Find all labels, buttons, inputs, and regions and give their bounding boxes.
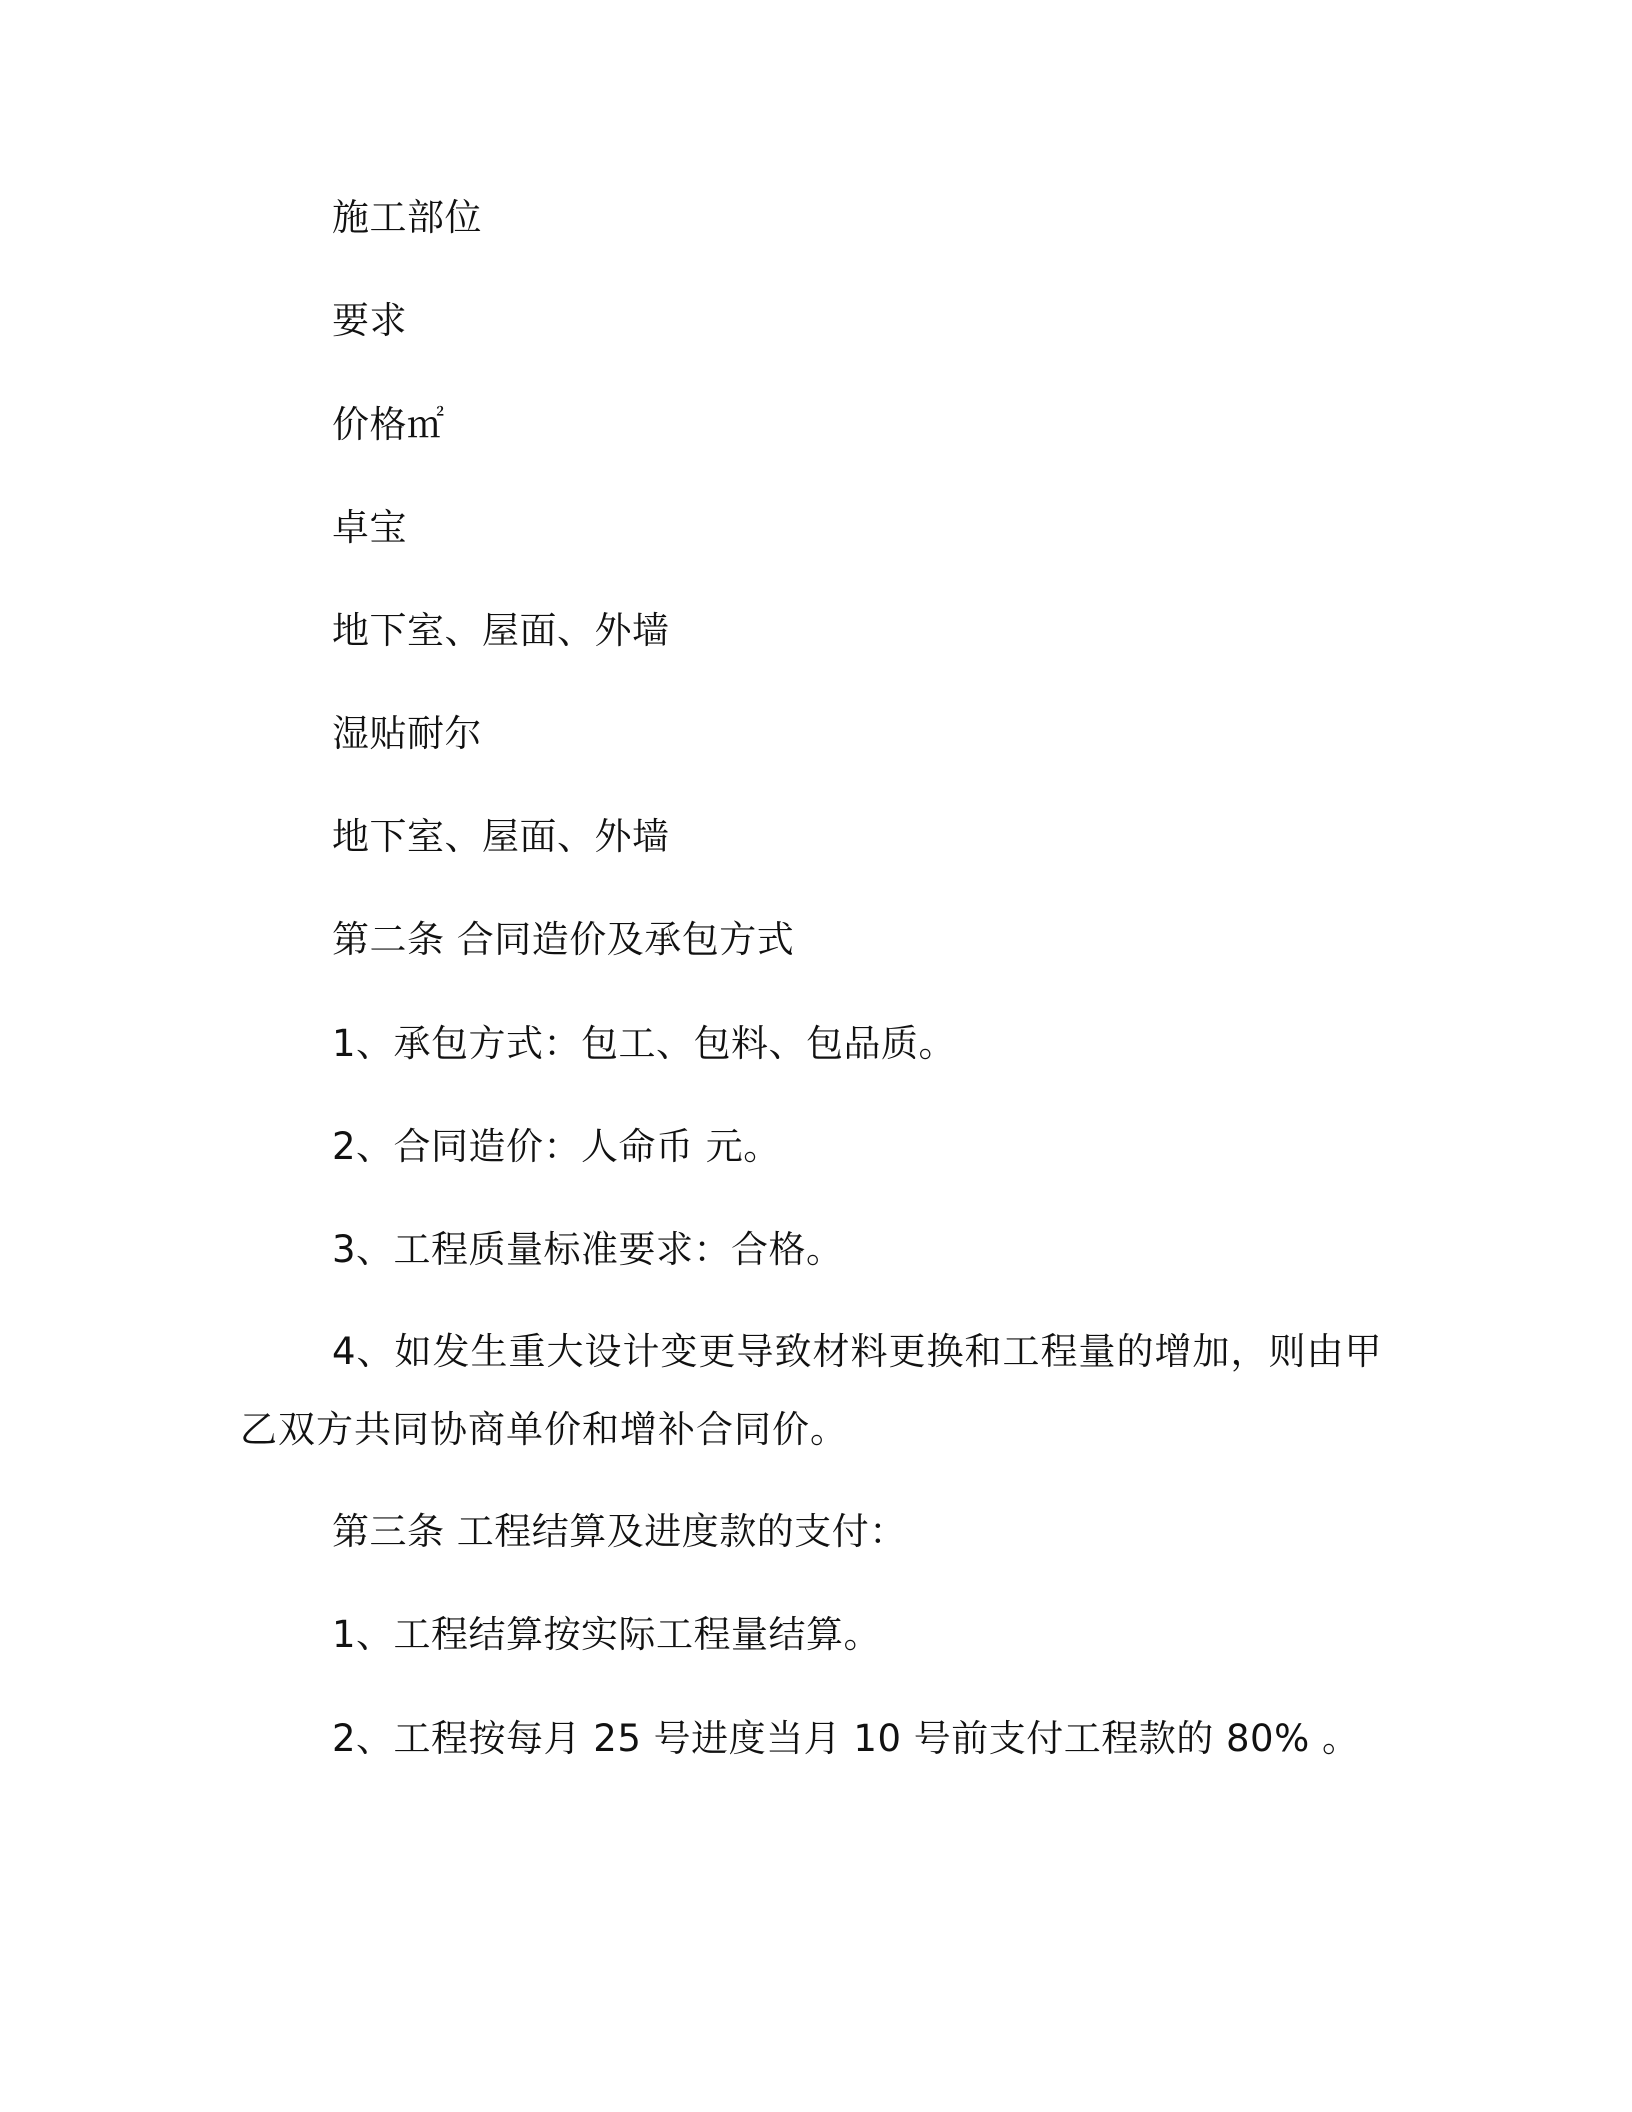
text-requirement: 要求	[332, 299, 407, 342]
text-material-wet-applied: 湿贴耐尔	[332, 712, 482, 755]
text-location-2: 地下室、屋面、外墙	[332, 815, 670, 858]
text-price-per-square-meter: 价格㎡	[332, 403, 445, 446]
text-location-1: 地下室、屋面、外墙	[332, 609, 670, 652]
article-2-title: 第二条 合同造价及承包方式	[332, 918, 795, 961]
text-construction-location: 施工部位	[332, 196, 482, 239]
article-2-item-1: 1、承包方式：包工、包料、包品质。	[332, 1022, 957, 1065]
article-3-item-1: 1、工程结算按实际工程量结算。	[332, 1613, 882, 1656]
article-3-title: 第三条 工程结算及进度款的支付：	[332, 1510, 907, 1553]
article-2-item-3: 3、工程质量标准要求：合格。	[332, 1228, 844, 1271]
text-material-zhuobao: 卓宝	[332, 506, 407, 549]
article-3-item-2: 2、工程按每月 25 号进度当月 10 号前支付工程款的 80% 。	[332, 1717, 1360, 1760]
article-2-item-2: 2、合同造价：人命币 元。	[332, 1125, 781, 1168]
article-2-item-4: 4、如发生重大设计变更导致材料更换和工程量的增加，则由甲乙双方共同协商单价和增补合同价。	[240, 1330, 1383, 1451]
